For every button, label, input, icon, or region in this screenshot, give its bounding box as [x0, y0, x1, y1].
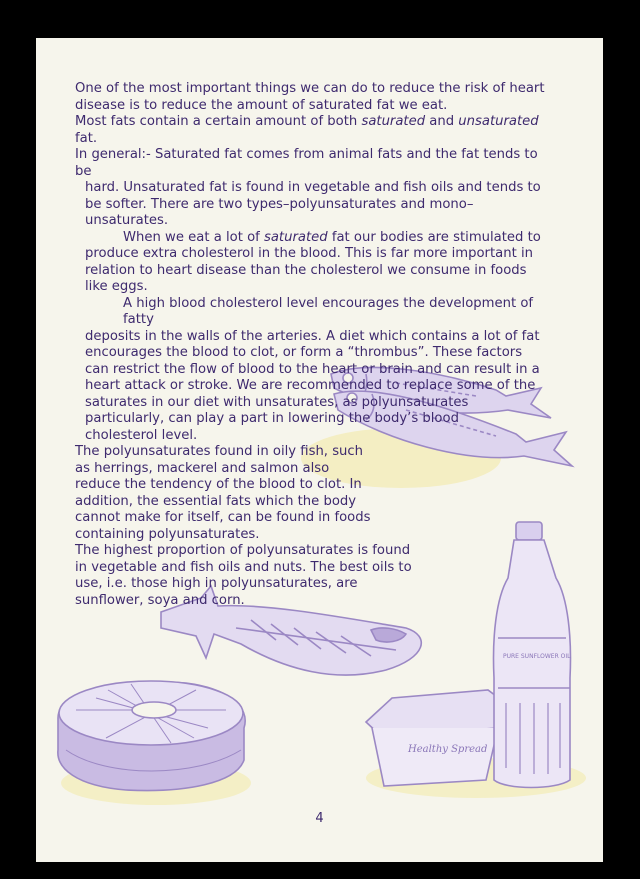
tub-label: Healthy Spread [408, 744, 488, 755]
margarine-tub-illustration [366, 690, 504, 786]
paragraph-saturated-first-line: When we eat a lot of saturated fat our bodies are stimulated to [123, 229, 541, 245]
paragraph-general: hard. Unsaturated fat is found in vegetable and fish oils and tends to be softer. There are two types–polyunsaturates and mono–unsaturates. [85, 180, 541, 228]
paragraph-cholesterol-end: cholesterol level. [85, 427, 198, 443]
paragraph-cholesterol-first-line: A high blood cholesterol level encourages the development of fatty [123, 295, 534, 327]
paragraph-best-oils: The highest proportion of polyunsaturates is found in vegetable and fish oils and nuts. The best oils to use, i.e. those high in polyunsaturates, are sunflower, soya and corn. [75, 543, 412, 608]
booklet-page [36, 38, 603, 862]
paragraph-general-first-line: In general:- Saturated fat comes from animal fats and the fat tends to be [75, 147, 538, 179]
paragraph-fat-types: Most fats contain a certain amount of both saturated and unsaturated fat. [75, 114, 539, 146]
paragraph-saturated: produce extra cholesterol in the blood. This is far more important in relation to heart disease than the cholesterol we consume in foods like eggs. [85, 246, 533, 294]
page-number: 4 [315, 811, 324, 826]
bottle-label: PURE SUNFLOWER OIL [503, 653, 571, 660]
article-text [75, 81, 545, 609]
paragraph-intro: One of the most important things we can do to reduce the risk of heart disease is to reduce the amount of saturated fat we eat. [75, 81, 545, 113]
salmon-steak-illustration [58, 681, 245, 791]
paragraph-oily-fish: The polyunsaturates found in oily fish, such as herrings, mackerel and salmon also reduce the tendency of the blood to clot. In addition, the essential fats which the body cannot make for itself, can be found in foods containing polyunsaturates. [75, 444, 371, 542]
paragraph-cholesterol: deposits in the walls of the arteries. A diet which contains a lot of fat encourages the blood to clot, or form a “thrombus”. These factors can restrict the flow of blood to the heart or brain and can result in a heart attack or stroke. We are recommended to replace some of the saturates in our diet with unsaturates, as polyunsaturates particularly, can play a part in lowering the body’s blood [85, 328, 540, 426]
